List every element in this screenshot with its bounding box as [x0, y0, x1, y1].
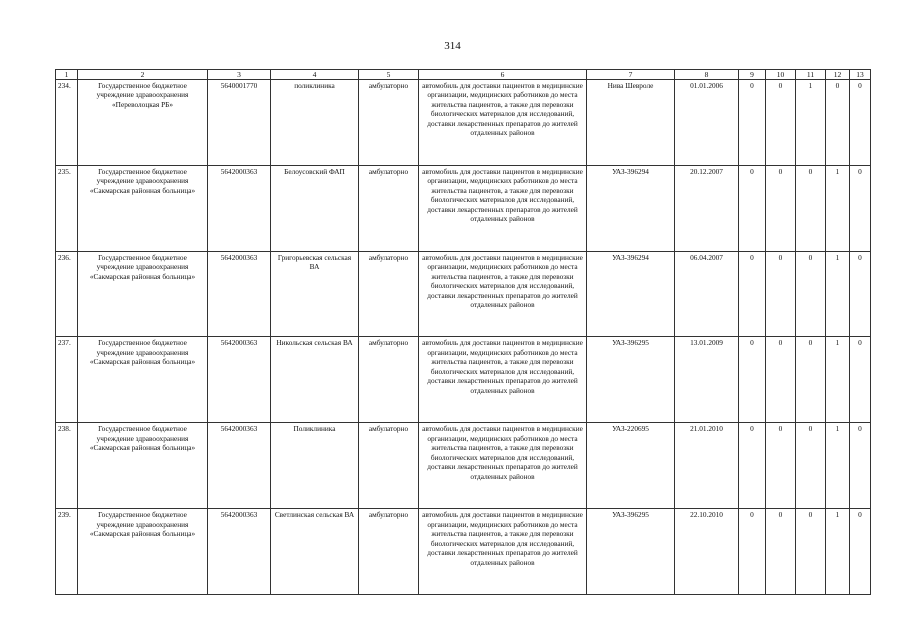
institution-name: Государственное бюджетное учреждение здравоохранения «Сакмарская районная больница» — [78, 509, 208, 595]
value-col-11: 0 — [796, 423, 826, 509]
vehicle-date: 13.01.2009 — [675, 337, 739, 423]
care-type: амбулаторно — [359, 251, 419, 337]
vehicle-model: УАЗ-396294 — [587, 165, 675, 251]
institution-name: Государственное бюджетное учреждение здравоохранения «Сакмарская районная больница» — [78, 423, 208, 509]
column-header-8: 8 — [675, 70, 739, 80]
institution-code: 5642000363 — [208, 251, 271, 337]
row-number: 239. — [56, 509, 78, 595]
value-col-10: 0 — [766, 251, 796, 337]
value-col-13: 0 — [850, 165, 871, 251]
value-col-11: 1 — [796, 80, 826, 166]
subdivision: Григорьевская сельская ВА — [271, 251, 359, 337]
value-col-10: 0 — [766, 165, 796, 251]
column-header-13: 13 — [850, 70, 871, 80]
row-number: 236. — [56, 251, 78, 337]
row-number: 238. — [56, 423, 78, 509]
care-type: амбулаторно — [359, 80, 419, 166]
vehicle-model: УАЗ-220695 — [587, 423, 675, 509]
vehicle-date: 01.01.2006 — [675, 80, 739, 166]
institution-code: 5642000363 — [208, 337, 271, 423]
vehicle-date: 20.12.2007 — [675, 165, 739, 251]
vehicle-date: 06.04.2007 — [675, 251, 739, 337]
column-header-10: 10 — [766, 70, 796, 80]
value-col-12: 1 — [826, 337, 850, 423]
value-col-9: 0 — [739, 251, 766, 337]
header-row — [56, 70, 871, 80]
column-header-2: 2 — [78, 70, 208, 80]
institution-code: 5642000363 — [208, 165, 271, 251]
value-col-13: 0 — [850, 423, 871, 509]
vehicle-date: 22.10.2010 — [675, 509, 739, 595]
value-col-11: 0 — [796, 337, 826, 423]
value-col-11: 0 — [796, 251, 826, 337]
vehicle-purpose: автомобиль для доставки пациентов в медицинские организации, медицинских работников до места жительства пациентов, а также для перевозки биологических материалов для исследований, доставки лекарственных препаратов до жителей отдаленных районов — [419, 509, 587, 595]
care-type: амбулаторно — [359, 509, 419, 595]
subdivision: Белоусовский ФАП — [271, 165, 359, 251]
institution-name: Государственное бюджетное учреждение здравоохранения «Сакмарская районная больница» — [78, 165, 208, 251]
vehicle-purpose: автомобиль для доставки пациентов в медицинские организации, медицинских работников до места жительства пациентов, а также для перевозки биологических материалов для исследований, доставки лекарственных препаратов до жителей отдаленных районов — [419, 80, 587, 166]
subdivision: Никольская сельская ВА — [271, 337, 359, 423]
column-header-5: 5 — [359, 70, 419, 80]
value-col-10: 0 — [766, 337, 796, 423]
value-col-10: 0 — [766, 423, 796, 509]
care-type: амбулаторно — [359, 337, 419, 423]
value-col-13: 0 — [850, 80, 871, 166]
vehicle-date: 21.01.2010 — [675, 423, 739, 509]
vehicle-purpose: автомобиль для доставки пациентов в медицинские организации, медицинских работников до места жительства пациентов, а также для перевозки биологических материалов для исследований, доставки лекарственных препаратов до жителей отдаленных районов — [419, 165, 587, 251]
value-col-11: 0 — [796, 509, 826, 595]
value-col-9: 0 — [739, 423, 766, 509]
table-row — [56, 165, 871, 251]
subdivision: Поликлиника — [271, 423, 359, 509]
table-row — [56, 251, 871, 337]
institution-name: Государственное бюджетное учреждение здравоохранения «Переволоцкая РБ» — [78, 80, 208, 166]
care-type: амбулаторно — [359, 423, 419, 509]
column-header-12: 12 — [826, 70, 850, 80]
value-col-12: 0 — [826, 80, 850, 166]
table-row — [56, 80, 871, 166]
vehicle-purpose: автомобиль для доставки пациентов в медицинские организации, медицинских работников до места жительства пациентов, а также для перевозки биологических материалов для исследований, доставки лекарственных препаратов до жителей отдаленных районов — [419, 423, 587, 509]
table-row — [56, 423, 871, 509]
column-header-6: 6 — [419, 70, 587, 80]
value-col-12: 1 — [826, 509, 850, 595]
value-col-12: 1 — [826, 423, 850, 509]
table-row — [56, 509, 871, 595]
column-header-9: 9 — [739, 70, 766, 80]
value-col-9: 0 — [739, 337, 766, 423]
vehicle-model: УАЗ-396295 — [587, 509, 675, 595]
value-col-13: 0 — [850, 337, 871, 423]
column-header-11: 11 — [796, 70, 826, 80]
value-col-12: 1 — [826, 251, 850, 337]
vehicle-register-table — [55, 69, 871, 595]
column-header-4: 4 — [271, 70, 359, 80]
institution-name: Государственное бюджетное учреждение здравоохранения «Сакмарская районная больница» — [78, 337, 208, 423]
column-header-7: 7 — [587, 70, 675, 80]
subdivision: Светлинская сельская ВА — [271, 509, 359, 595]
value-col-9: 0 — [739, 509, 766, 595]
value-col-11: 0 — [796, 165, 826, 251]
value-col-12: 1 — [826, 165, 850, 251]
institution-code: 5642000363 — [208, 509, 271, 595]
column-header-3: 3 — [208, 70, 271, 80]
value-col-10: 0 — [766, 80, 796, 166]
row-number: 235. — [56, 165, 78, 251]
institution-code: 5642000363 — [208, 423, 271, 509]
vehicle-model: УАЗ-396294 — [587, 251, 675, 337]
subdivision: поликлиника — [271, 80, 359, 166]
vehicle-model: Нива Шевроле — [587, 80, 675, 166]
column-header-1: 1 — [56, 70, 78, 80]
value-col-10: 0 — [766, 509, 796, 595]
vehicle-purpose: автомобиль для доставки пациентов в медицинские организации, медицинских работников до места жительства пациентов, а также для перевозки биологических материалов для исследований, доставки лекарственных препаратов до жителей отдаленных районов — [419, 337, 587, 423]
institution-name: Государственное бюджетное учреждение здравоохранения «Сакмарская районная больница» — [78, 251, 208, 337]
value-col-9: 0 — [739, 80, 766, 166]
value-col-9: 0 — [739, 165, 766, 251]
page-number: 314 — [444, 40, 461, 52]
table-row — [56, 337, 871, 423]
value-col-13: 0 — [850, 509, 871, 595]
row-number: 234. — [56, 80, 78, 166]
vehicle-purpose: автомобиль для доставки пациентов в медицинские организации, медицинских работников до места жительства пациентов, а также для перевозки биологических материалов для исследований, доставки лекарственных препаратов до жителей отдаленных районов — [419, 251, 587, 337]
care-type: амбулаторно — [359, 165, 419, 251]
row-number: 237. — [56, 337, 78, 423]
value-col-13: 0 — [850, 251, 871, 337]
institution-code: 5640001770 — [208, 80, 271, 166]
vehicle-model: УАЗ-396295 — [587, 337, 675, 423]
